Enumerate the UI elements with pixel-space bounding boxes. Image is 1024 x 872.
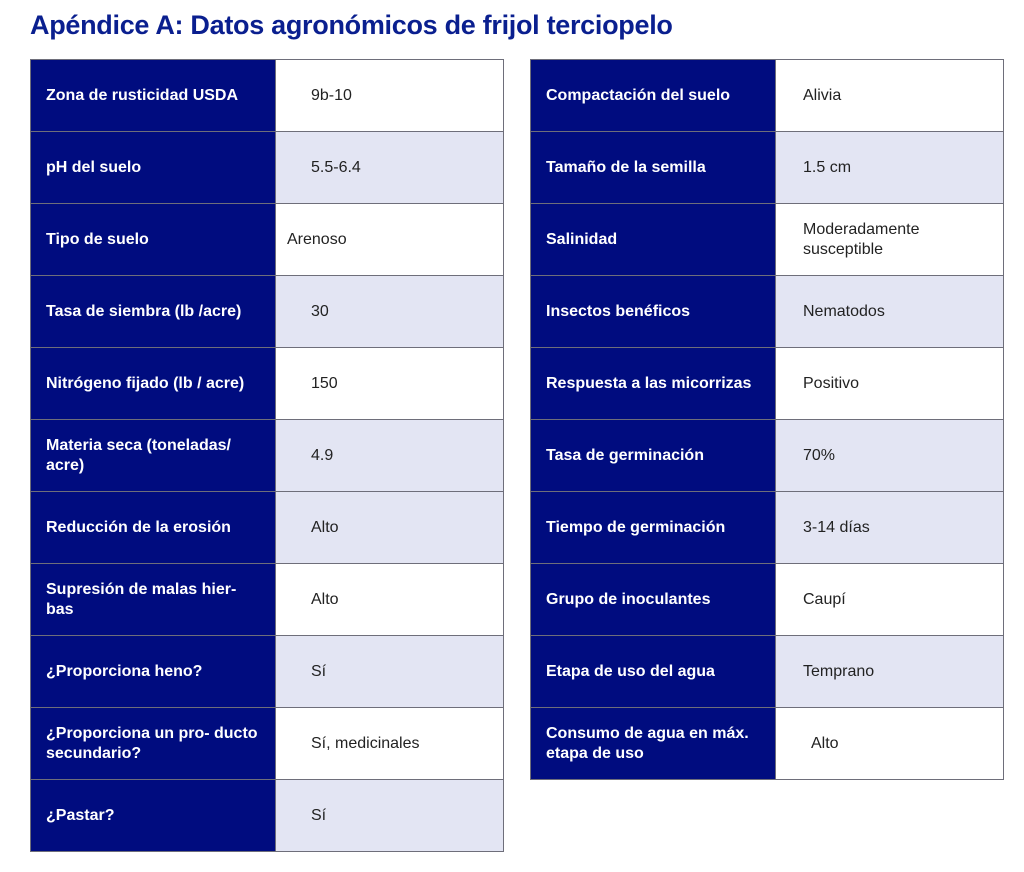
row-label: pH del suelo — [31, 132, 276, 204]
table-row — [531, 420, 1004, 492]
row-value: Alto — [276, 564, 504, 636]
table-row — [31, 780, 504, 852]
row-value: 3-14 días — [776, 492, 1004, 564]
row-value: Caupí — [776, 564, 1004, 636]
table-row — [531, 348, 1004, 420]
table-row — [31, 348, 504, 420]
row-value: Positivo — [776, 348, 1004, 420]
row-label: Insectos benéficos — [531, 276, 776, 348]
row-label: Consumo de agua en máx. etapa de uso — [531, 708, 776, 780]
row-value: Sí, medicinales — [276, 708, 504, 780]
table-row — [31, 60, 504, 132]
row-value: Alto — [276, 492, 504, 564]
row-value: Nematodos — [776, 276, 1004, 348]
row-label: Materia seca (toneladas/ acre) — [31, 420, 276, 492]
table-row — [531, 276, 1004, 348]
row-label: ¿Proporciona un pro- ducto secundario? — [31, 708, 276, 780]
row-label: Salinidad — [531, 204, 776, 276]
row-value: 9b-10 — [276, 60, 504, 132]
table-row — [531, 636, 1004, 708]
table-row — [531, 492, 1004, 564]
table-row — [31, 132, 504, 204]
table-row — [31, 708, 504, 780]
row-value: Alto — [776, 708, 1004, 780]
row-label: Tipo de suelo — [31, 204, 276, 276]
table-row — [31, 204, 504, 276]
row-label: Respuesta a las micorrizas — [531, 348, 776, 420]
table-row — [531, 564, 1004, 636]
row-value: Sí — [276, 636, 504, 708]
row-label: ¿Proporciona heno? — [31, 636, 276, 708]
row-value: Temprano — [776, 636, 1004, 708]
row-label: Nitrógeno fijado (lb / acre) — [31, 348, 276, 420]
page-title: Apéndice A: Datos agronómicos de frijol terciopelo — [30, 10, 673, 40]
table-row — [31, 636, 504, 708]
row-value: 70% — [776, 420, 1004, 492]
agronomic-data-table-left — [30, 59, 504, 852]
row-label: Tasa de siembra (lb /acre) — [31, 276, 276, 348]
table-row — [531, 204, 1004, 276]
row-label: ¿Pastar? — [31, 780, 276, 852]
row-label: Supresión de malas hier- bas — [31, 564, 276, 636]
row-label: Grupo de inoculantes — [531, 564, 776, 636]
row-label: Tamaño de la semilla — [531, 132, 776, 204]
row-value: 5.5-6.4 — [276, 132, 504, 204]
row-value: Alivia — [776, 60, 1004, 132]
table-row — [31, 564, 504, 636]
agronomic-data-table-right — [530, 59, 1004, 780]
table-row — [531, 132, 1004, 204]
row-value: 1.5 cm — [776, 132, 1004, 204]
row-value: 30 — [276, 276, 504, 348]
row-label: Zona de rusticidad USDA — [31, 60, 276, 132]
row-value: 4.9 — [276, 420, 504, 492]
row-label: Tiempo de germinación — [531, 492, 776, 564]
table-row — [531, 708, 1004, 780]
row-value: 150 — [276, 348, 504, 420]
row-value: Arenoso — [276, 204, 504, 276]
row-value: Sí — [276, 780, 504, 852]
table-row — [31, 276, 504, 348]
row-value: Moderadamente susceptible — [776, 204, 1004, 276]
table-row — [31, 492, 504, 564]
row-label: Compactación del suelo — [531, 60, 776, 132]
row-label: Reducción de la erosión — [31, 492, 276, 564]
row-label: Etapa de uso del agua — [531, 636, 776, 708]
row-label: Tasa de germinación — [531, 420, 776, 492]
table-row — [531, 60, 1004, 132]
table-row — [31, 420, 504, 492]
